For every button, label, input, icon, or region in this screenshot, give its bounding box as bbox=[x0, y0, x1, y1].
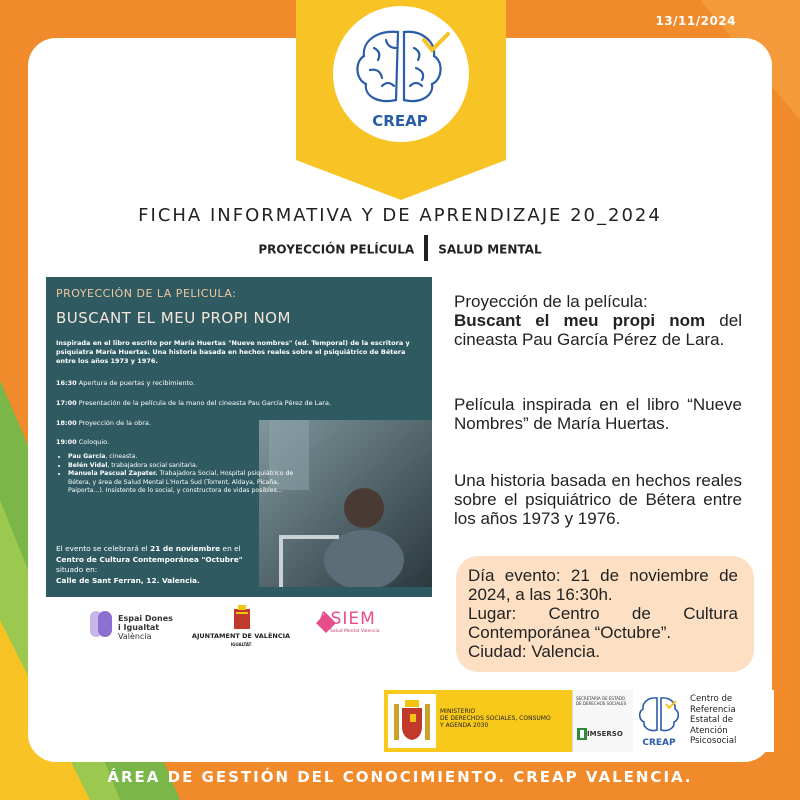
spain-coat-of-arms-icon bbox=[388, 694, 436, 748]
poster-sponsor-logos bbox=[46, 597, 432, 667]
film-story: Una historia basada en hechos reales sobre el psiquiátrico de Bétera entre los años 1973 y 1976. bbox=[454, 471, 742, 528]
imserso-icon bbox=[577, 728, 587, 740]
event-info-box bbox=[456, 556, 754, 672]
espai-dones-text: Espai Dones i Igualtat València bbox=[118, 614, 173, 641]
list-item: • Pau García, cineasta. bbox=[68, 453, 308, 462]
event-city: Ciudad: Valencia. bbox=[468, 642, 600, 661]
asiem-text: ASIEM bbox=[318, 609, 376, 629]
speaker-list bbox=[60, 453, 308, 496]
imserso-text: IMSERSO bbox=[587, 730, 623, 738]
creap-small-logo bbox=[636, 694, 682, 748]
date-label: 13/11/2024 bbox=[655, 14, 736, 28]
imserso-logo bbox=[572, 690, 633, 752]
event-day: Día evento: 21 de noviembre de 2024, a las 16:30h. bbox=[468, 566, 738, 604]
tag-salud-mental: SALUD MENTAL bbox=[438, 242, 542, 257]
event-place: Lugar: Centro de Cultura Contemporánea “Octubre”. bbox=[468, 604, 738, 642]
film-description: Proyección de la película: Buscant el meu propi nom del cineasta Pau García Pérez de Lara. bbox=[454, 292, 742, 349]
ayuntamiento-crest-icon bbox=[234, 605, 250, 629]
tag-proyeccion: PROYECCIÓN PELÍCULA bbox=[258, 242, 415, 257]
schedule-item: 16:30 Apertura de puertas y recibimiento. bbox=[56, 379, 195, 387]
list-item: • Belén Vidal, trabajadora social sanitaria. bbox=[68, 462, 308, 471]
footer-text: ÁREA DE GESTIÓN DEL CONOCIMIENTO. CREAP VALENCIA. bbox=[107, 768, 693, 786]
list-item: • Manuela Pascual Zapater. Trabajadora Social, Hospital psiquiátrico de Bétera, y área de Salud Mental L'Horta Sud (Torrent, Aldaya, Picaña, Paiporta...). Insistente de lo social, y constructora de vidas posibles... bbox=[68, 470, 308, 496]
tag-separator bbox=[424, 235, 428, 261]
category-tags bbox=[0, 237, 800, 263]
schedule-item: 18:00 Proyección de la obra. bbox=[56, 419, 151, 427]
creap-logo-shield bbox=[296, 0, 506, 200]
ministry-text: MINISTERIO DE DERECHOS SOCIALES, CONSUMO Y AGENDA 2030 bbox=[440, 708, 551, 729]
schedule-item: 19:00 Coloquio. bbox=[56, 438, 110, 446]
schedule-item: 17:00 Presentación de la película de la mano del cineasta Pau García Pérez de Lara. bbox=[56, 399, 331, 407]
page-title: FICHA INFORMATIVA Y DE APRENDIZAJE 20_2024 bbox=[138, 205, 662, 226]
centre-name: Centro de Referencia Estatal de Atención Psicosocial bbox=[690, 694, 737, 746]
brain-small-icon bbox=[636, 694, 682, 738]
logo-text: CREAP bbox=[372, 112, 428, 130]
ministry-logo bbox=[384, 690, 632, 752]
poster-title-small: PROYECCIÓN DE LA PELICULA: bbox=[56, 287, 237, 300]
event-poster bbox=[46, 277, 432, 667]
poster-title-big: BUSCANT EL MEU PROPI NOM bbox=[56, 309, 291, 327]
event-info-text bbox=[468, 566, 738, 661]
poster-intro: Inspirada en el libro escrito por María Huertas "Nueve nombres" (ed. Temporal) de la escritora y psiquiatra María Huertas. Una historia basada en hechos reales sobre el psiquiátrico de Bétera entre los años 1973 y 1976. bbox=[56, 339, 410, 365]
secretaria-text: SECRETARÍA DE ESTADO DE DERECHOS SOCIALES bbox=[576, 696, 627, 706]
creap-small-text: CREAP bbox=[642, 738, 676, 748]
espai-dones-icon bbox=[90, 611, 112, 637]
asiem-subtext: Salud Mental Valencia bbox=[330, 629, 380, 634]
sponsor-logos bbox=[384, 690, 774, 752]
ayuntamiento-text: AJUNTAMENT DE VALÈNCIA IGUALTAT bbox=[191, 632, 291, 647]
poster-event-details: El evento se celebrará el 21 de noviembre en el Centro de Cultura Contemporánea "Octubre" situado en: Calle de Sant Ferran, 12. Valencia. bbox=[56, 544, 243, 585]
film-inspiration: Película inspirada en el libro “Nueve Nombres” de María Huertas. bbox=[454, 395, 742, 433]
